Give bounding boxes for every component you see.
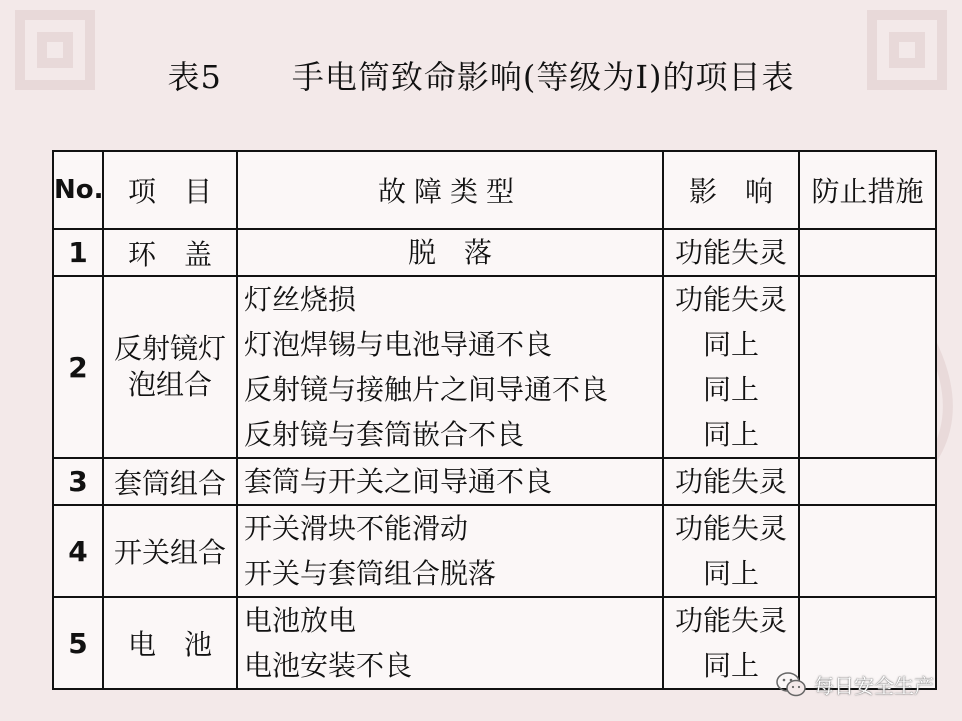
fault-line: 灯丝烧损 — [244, 283, 357, 316]
table-row — [53, 458, 936, 505]
row-effect — [663, 458, 799, 505]
effect-line: 同上 — [702, 418, 759, 451]
row-item: 开关组合 — [103, 505, 237, 597]
row-item: 环 盖 — [103, 229, 237, 276]
fault-line: 脱 落 — [407, 236, 492, 269]
fault-line: 反射镜与接触片之间导通不良 — [244, 373, 609, 406]
fault-line: 电池放电 — [244, 604, 357, 637]
row-prevention — [799, 505, 936, 597]
fmea-table — [52, 150, 937, 690]
effect-line: 同上 — [702, 557, 759, 590]
row-no: 5 — [53, 597, 103, 689]
row-fault — [237, 505, 663, 597]
row-effect — [663, 505, 799, 597]
effect-line: 功能失灵 — [674, 283, 787, 316]
row-prevention — [799, 229, 936, 276]
row-no: 3 — [53, 458, 103, 505]
effect-line: 同上 — [702, 649, 759, 682]
wechat-icon — [776, 672, 806, 698]
fault-line: 灯泡焊锡与电池导通不良 — [244, 328, 553, 361]
row-item: 电 池 — [103, 597, 237, 689]
header-prevention: 防止措施 — [799, 151, 936, 229]
row-prevention — [799, 276, 936, 458]
row-fault — [237, 276, 663, 458]
effect-line: 同上 — [702, 328, 759, 361]
effect-line: 功能失灵 — [674, 604, 787, 637]
row-fault — [237, 229, 663, 276]
row-effect — [663, 276, 799, 458]
effect-line: 功能失灵 — [674, 236, 787, 269]
table-row — [53, 505, 936, 597]
table-title-text: 手电筒致命影响(等级为Ⅰ)的项目表 — [291, 58, 795, 96]
page-title — [0, 52, 962, 98]
row-no: 1 — [53, 229, 103, 276]
row-no: 2 — [53, 276, 103, 458]
watermark-text: 每日安全生产 — [814, 674, 934, 698]
row-fault — [237, 458, 663, 505]
effect-line: 同上 — [702, 373, 759, 406]
effect-line: 功能失灵 — [674, 512, 787, 545]
table-row — [53, 276, 936, 458]
row-prevention — [799, 458, 936, 505]
fault-line: 套筒与开关之间导通不良 — [244, 465, 553, 498]
header-fault-type: 故障类型 — [237, 151, 663, 229]
header-effect: 影 响 — [663, 151, 799, 229]
row-fault — [237, 597, 663, 689]
row-effect — [663, 229, 799, 276]
fault-line: 开关滑块不能滑动 — [244, 512, 469, 545]
effect-line: 功能失灵 — [674, 465, 787, 498]
table-header-row — [53, 151, 936, 229]
table-number: 表5 — [167, 58, 222, 96]
fault-line: 电池安装不良 — [244, 649, 413, 682]
row-no: 4 — [53, 505, 103, 597]
fault-line: 开关与套筒组合脱落 — [244, 557, 497, 590]
header-item: 项 目 — [103, 151, 237, 229]
row-item: 反射镜灯泡组合 — [103, 276, 237, 458]
header-no: No. — [53, 151, 103, 229]
watermark — [776, 670, 934, 699]
fault-line: 反射镜与套筒嵌合不良 — [244, 418, 525, 451]
row-item: 套筒组合 — [103, 458, 237, 505]
table-row — [53, 229, 936, 276]
